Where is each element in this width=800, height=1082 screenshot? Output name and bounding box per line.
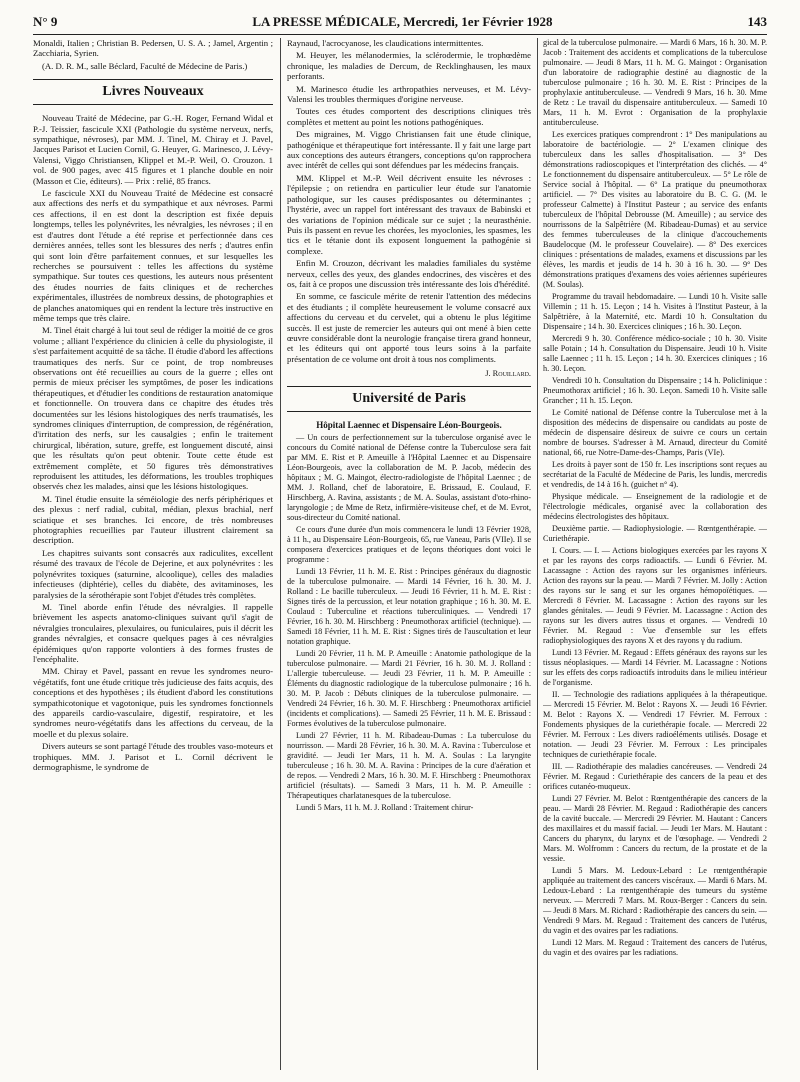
review-paragraph: Divers auteurs se sont partagé l'étude des troubles vaso-moteurs et trophiques. MM. J. Parisot et L. Cornil décrivent le dermographisme, le syndrome de: [33, 741, 273, 772]
course-paragraph: II. — Technologie des radiations appliquées à la thérapeutique. — Mercredi 15 Février. M. Belot : Rayons X. — Jeudi 16 Février. M. Belot : Rayons X. — Vendredi 17 Février. M. Ferroux : Fondements physiques de la curiethérapie focale. — Mercredi 22 Février. M. Ferroux : Les divers radioéléments utilisés. Dosage et notation. — Jeudi 23 Février. M. Ferroux : Les principales techniques de curiethérapie focale.: [543, 690, 767, 759]
review-paragraph: M. Marinesco étudie les arthropathies nerveuses, et M. Lévy-Valensi les troubles thermiques d'origine nerveuse.: [287, 83, 531, 105]
course-subtitle: Hôpital Laennec et Dispensaire Léon-Bourgeois.: [316, 420, 502, 431]
review-paragraph: M. Tinel était chargé à lui tout seul de rédiger la moitié de ce gros volume ; alliant l'expérience du clinicien à celle du physiologiste, il s'est parfaitement acquitté de sa tâche. Il étudie d'abord les affections traumatiques des nerfs. Sur ce point, de trop nombreuses observations ont été recueillies au cours de la guerre ; elles ont permis de mieux préciser les symptômes, de poser les indications thérapeutiques, et d'étudier les conditions de restauration anatomique et fonctionnelle. On trouvera dans ce chapitre des études très documentées sur les lésions histologiques des nerfs traumatisés, les syndromes cliniques d'interruption, de compression, de régénération, d'irritation des nerfs, sur les causalgies ; enfin le traitement chirurgical, libération, suture, greffe, est longuement discuté, ainsi que les résultats qu'on peut obtenir. Toute cette étude est extrêmement complète, et 50 figures très démonstratives reproduisent les attitudes, les déformations, les troubles trophiques observés chez les malades, ainsi que les lésions histologiques.: [33, 325, 273, 492]
review-paragraph: MM. Chiray et Pavel, passant en revue les syndromes neuro-végétatifs, font une étude critique très judicieuse des faits acquis, des conceptions et des hypothèses ; ils étudient d'abord les constitutions sympathicotonique et vagotonique, puis les syndromes fonctionnels des appareils cardio-vasculaire, digestif, respiratoire, et les syndromes neuro-végétatifs dans les affections du cerveau, de la moelle et du plexus solaire.: [33, 666, 273, 739]
column-left: [33, 38, 273, 1070]
course-paragraph: Programme du travail hebdomadaire. — Lundi 10 h. Visite salle Villemin ; 11 h. 15. Leçon ; 14 h. Visites à l'Institut Pasteur, à la Salpêtrière, à la Maternité, etc. Mardi 10 h. Consultation du Dispensaire ; 14 h. 30. Exercices cliniques ; 16 h. 30. Leçon.: [543, 292, 767, 331]
intro-text: Monaldi, Italien ; Christian B. Pedersen, U. S. A. ; Jamel, Argentin ; Zacchiaria, Syrien.: [33, 38, 273, 59]
review-paragraph: Toutes ces études comportent des descriptions cliniques très complètes et mettent au point les notions pathogéniques.: [287, 106, 531, 127]
course-paragraph: Lundi 20 Février, 11 h. M. P. Ameuille : Anatomie pathologique de la tuberculose pulmonaire. — Mardi 21 Février, 16 h. 30. M. J. Rolland : L'allergie tuberculeuse. — Jeudi 23 Février, 11 h. M. P. Ameuille : Éléments du diagnostic radiologique de la tuberculose pulmonaire ; 16 h. 30. M. P. Jacob : Débuts cliniques de la tuberculose pulmonaire. — Vendredi 24 Février, 16 h. 30. M. F. Hirschberg : Pneumothorax artificiel (incidents et complications). — Samedi 25 Février, 11 h. M. E. Brissaud : Formes évolutives de la tuberculose pulmonaire.: [287, 649, 531, 729]
review-paragraph: MM. Klippel et M.-P. Weil décrivent ensuite les névroses : l'épilepsie ; on retiendra en particulier leur étude sur l'anatomie pathologique, sur les causes prédisposantes ou déterminantes ; l'hystérie, avec un rappel fort intéressant des travaux de Babinski et des variations de l'opinion médicale sur ce sujet ; la neurasthénie. Puis ils passent en revue les chorées, les myoclonies, les spasmes, les tics et le tétanie dont ils exposent longuement la pathogénie si complexe.: [287, 172, 531, 256]
course-paragraph: I. Cours. — I. — Actions biologiques exercées par les rayons X et par les rayons des corps radioactifs. — Lundi 6 Février. M. Lacassagne : Action des rayons sur les organismes inférieurs. Action des rayons sur la peau. — Mardi 7 Février. M. Jolly : Action des rayons sur le sang et sur les organes hémopoïétiques. — Mercredi 8 Février. M. Lacassagne : Action des rayons sur les glandes génitales. — Jeudi 9 Février. M. Lacassagne : Action des rayons sur les divers autres tissus et organes. — Vendredi 10 Février. M. Regaud : Vue d'ensemble sur les effets radiophysiologiques des rayons X et des rayons γ du radium.: [543, 546, 767, 645]
review-paragraph: M. Tinel étudie ensuite la séméiologie des nerfs périphériques et des plexus : nerf radial, cubital, médian, plexus brachial, nerf sciatique et ses branches. Ici encore, de très nombreuses photographies recueillies par l'auteur illustrent clairement sa description.: [33, 493, 273, 546]
course-paragraph: Ce cours d'une durée d'un mois commencera le lundi 13 Février 1928, à 11 h., au Dispensaire Léon-Bourgeois, 65, rue Vaneau, Paris (VIIe). Il se composera d'exercices pratiques et de leçons théoriques dont voici le programme :: [287, 525, 531, 565]
course-paragraph: Physique médicale. — Enseignement de la radiologie et de l'électrologie médicales, organisé avec la collaboration des médecins électrologistes des hôpitaux.: [543, 492, 767, 521]
journal-title: LA PRESSE MÉDICALE, Mercredi, 1er Février 1928: [252, 14, 553, 29]
review-paragraph: Le fascicule XXI du Nouveau Traité de Médecine est consacré aux affections des nerfs et du sympathique et aux névroses. Parmi ces affections, il en est dont la description est fixée depuis longtemps, telles les polynévrites, les névralgies, les névroses ; il en est d'autres dont l'étude a été reprise et perfectionnée dans ces dernières années, telles sont les blessures des nerfs ; d'autres enfin qui sont loin d'être parfaitement connues, et sur lesquelles les recherches se poursuivent : telles les affections du système sympathique. Sur toutes ces questions, les auteurs nous présentent des études nourries de faits cliniques et de recherches expérimentales, illustrées de nombreux dessins, de photographies et de planches anatomiques qui en rendent la lecture très instructive en même temps que très claire.: [33, 188, 273, 323]
review-signature: J. Rouillard.: [485, 369, 531, 379]
course-paragraph: Le Comité national de Défense contre la Tuberculose met à la disposition des médecins de dispensaire ou candidats au poste de médecin de dispensaire désireux de suivre ce cours un certain nombre de bourses. S'adresser à M. Arnaud, directeur du Comité national, 66, rue Notre-Dame-des-Champs, Paris (VIe).: [543, 408, 767, 457]
course-paragraph: Lundi 13 Février, 11 h. M. E. Rist : Principes généraux du diagnostic de la tuberculose pulmonaire. — Mardi 14 Février, 16 h. 30. M. J. Rolland : Le bacille tuberculeux. — Jeudi 16 Février, 11 h. M. E. Rist : Signes tirés de la percussion, et leur notation graphique ; 16 h. 30. M. E. Coulaud : Tuberculine et réactions tuberculiniques. — Vendredi 17 Février, 16 h. 30. M. Hirschberg : Pneumothorax artificiel (technique). — Samedi 18 Février, 11 h. M. E. Rist : Signes tirés de l'auscultation et leur notation graphique.: [287, 567, 531, 647]
course-paragraph: III. — Radiothérapie des maladies cancéreuses. — Vendredi 24 Février. M. Regaud : Curiethérapie des cancers de la peau et des orifices cutanéo-muqueux.: [543, 762, 767, 791]
course-paragraph: gical de la tuberculose pulmonaire. — Mardi 6 Mars, 16 h. 30. M. P. Jacob : Traitement des accidents et complications de la tuberculose pulmonaire. — Jeudi 8 Mars, 11 h. M. G. Maingot : Organisation d'un laboratoire de radiographie destiné au diagnostic de la tuberculose pulmonaire ; 16 h. 30. M. E. Rist : Principes de la prophylaxie antituberculeuse. — Vendredi 9 Mars, 16 h. 30. Mme de Retz : Le travail du dispensaire antituberculeux. — Samedi 10 Mars, 11 h. M. Evrot : Organisation de la prophylaxie antituberculeuse.: [543, 38, 767, 127]
issue-number: N° 9: [33, 14, 58, 29]
column-rule: [280, 38, 281, 1070]
course-paragraph: Lundi 12 Mars. M. Regaud : Traitement des cancers de l'utérus, du vagin et des ovaires par les radiations.: [543, 938, 767, 957]
intro-address: (A. D. R. M., salle Béclard, Faculté de Médecine de Paris.): [42, 60, 248, 71]
course-paragraph: Lundi 5 Mars, 11 h. M. J. Rolland : Traitement chirur-: [296, 803, 474, 813]
course-paragraph: Lundi 13 Février. M. Regaud : Effets généraux des rayons sur les tissus néoplasiques. — Mardi 14 Février. M. Lacassagne : Notions sur les effets des corps radioactifs introduits dans le milieu intérieur de l'organisme.: [543, 648, 767, 687]
column-rule: [537, 38, 538, 1070]
course-paragraph: Deuxième partie. — Radiophysiologie. — Rœntgenthérapie. — Curiethérapie.: [543, 524, 767, 543]
course-paragraph: Lundi 27 Février. M. Belot : Rœntgenthérapie des cancers de la peau. — Mardi 28 Février. M. Regaud : Radiothérapie des cancers de la cavité buccale. — Mercredi 29 Février. M. Hautant : Cancers des maxillaires et du massif facial. — Jeudi 1er Mars. M. Hautant : Cancers du pharynx, du larynx et de l'œsophage. — Vendredi 2 Mars. M. Wolfromm : Cancers du rectum, de la prostate et de la vessie.: [543, 794, 767, 863]
column-right: [543, 38, 767, 1070]
review-paragraph: M. Heuyer, les mélanodermies, la sclérodermie, le trophœdème chronique, les maladies de Dercum, de Recklinghausen, les maux perforants.: [287, 50, 531, 82]
course-paragraph: Vendredi 10 h. Consultation du Dispensaire ; 14 h. Policlinique : Pneumothorax artificiel ; 16 h. 30. Leçon. Samedi 10 h. Visite salle Grancher ; 11 h. 15. Leçon.: [543, 376, 767, 405]
course-paragraph: Mercredi 9 h. 30. Conférence médico-sociale ; 10 h. 30. Visite salle Potain ; 14 h. Consultation du Dispensaire. Jeudi 10 h. Visite salle Laennec ; 11 h. 15. Leçon ; 14 h. 30. Exercices cliniques ; 16 h. 30. Leçon.: [543, 334, 767, 373]
review-paragraph: Enfin M. Crouzon, décrivant les maladies familiales du système nerveux, celles des yeux, des glandes endocrines, des viscères et des os, fait à ce propos une discussion très intéressante des lois d'hérédité.: [287, 258, 531, 289]
section-title-university: Université de Paris: [287, 386, 531, 412]
page-header: [33, 14, 767, 35]
course-paragraph: Lundi 5 Mars. M. Ledoux-Lebard : Le rœntgenthérapie appliquée au traitement des cancers viscéraux. — Mardi 6 Mars. M. Ledoux-Lebard : La rœntgenthérapie des tumeurs du système nerveux. — Mercredi 7 Mars. M. Roux-Berger : Cancers du sein. — Jeudi 8 Mars. M. Richard : Radiothérapie des cancers du sein. — Vendredi 9 Mars. M. Regaud : Traitement des cancers de l'utérus, du vagin et des ovaires par les radiations.: [543, 866, 767, 935]
course-paragraph: Les exercices pratiques comprendront : 1° Des manipulations au laboratoire de bactériologie. — 2° L'examen clinique des tuberculeux dans les salles d'hospitalisation. — 3° Des démonstrations radioscopiques et l'interprétation des clichés. — 4° Le fonctionnement du dispensaire antituberculeux. — 5° Le rôle de Service social à l'hôpital. — 6° La pratique du pneumothorax artificiel. — 7° Des visites au laboratoire du B. C. G. (M. le professeur Calmette) à l'Institut Pasteur ; au service des enfants tuberculeux de l'hôpital Debrousse (M. Ameuille) ; au service des nourrissons de la Salpêtrière (M. Ribadeau-Dumas) et au service des femmes tuberculeuses de la clinique d'accouchements Baudelocque (M. le professeur Couvelaire). — 8° Des exercices cliniques : présentations de malades, examens et discussions par les élèves, les mardis et jeudis de 14 h. 30 à 16 h. 30. — 9° Des démonstrations pratiques d'examens des voies aériennes supérieures (M. Soulas).: [543, 130, 767, 289]
column-middle: [287, 38, 531, 1070]
review-paragraph: M. Tinel aborde enfin l'étude des névralgies. Il rappelle brièvement les aspects anatomo-cliniques suivant qu'il s'agit de névralgies tronculaires, plexulaires, ou funiculaires, puis il décrit les grandes névralgies, et consacre quelques pages à ces névralgies épidémiques qu'on rapporte volontiers à des formes frustes de l'encéphalite.: [33, 601, 273, 664]
page-number: 143: [747, 14, 767, 29]
review-paragraph: Des migraines, M. Viggo Christiansen fait une étude clinique, pathogénique et thérapeutique fort intéressante. Il y fait une large part aux conceptions des auteurs étrangers, conceptions qu'on rapprochera avec intérêt de celles qui sont défendues par les médecins français.: [287, 129, 531, 171]
review-paragraph: Raynaud, l'acrocyanose, les claudications intermittentes.: [287, 38, 484, 48]
section-title-books: Livres Nouveaux: [33, 79, 273, 105]
book-reference: Nouveau Traité de Médecine, par G.-H. Roger, Fernand Widal et P.-J. Teissier, fascicule XXI (Pathologie du système nerveux, nerfs, sympathique, névroses), par MM. J. Tinel, M. Chiray et J. Pavel, Jacques Parisot et Lucien Cornil, G. Heuyer, G. Marinesco, J. Lévy-Valensi, Viggo Christiansen, Klippel et M.-P. Weil, O. Crouzon. 1 vol. de 900 pages, avec 415 figures et 1 planche double en noir (Masson et Cie, éditeurs). — Prix : relié, 85 francs.: [33, 113, 273, 186]
review-paragraph: En somme, ce fascicule mérite de retenir l'attention des médecins et des étudiants ; il complète heureusement le volume consacré aux affections du cerveau et du cervelet, qui a obtenu le plus légitime succès. Il est juste de remercier les auteurs qui ont mené à bien cette œuvre considérable dont la neurologie française tirera grand honneur, et les éditeurs qui ont apporté tous leurs soins à la parfaite présentation de ce volume ont droit à tous nos compliments.: [287, 291, 531, 364]
course-paragraph: Lundi 27 Février, 11 h. M. Ribadeau-Dumas : La tuberculose du nourrisson. — Mardi 28 Février, 16 h. 30. M. A. Ravina : Tuberculose et gravidité. — Jeudi 1er Mars, 11 h. M. A. Soulas : La laryngite tuberculeuse ; 16 h. 30. M. A. Ravina : Principes de la cure d'aération et de repos. — Vendredi 2 Mars, 16 h. 30. M. F. Hirschberg : Pneumothorax artificiel (résultats). — Samedi 3 Mars, 11 h. M. P. Ameuille : Thérapeutiques charlatanesques de la tuberculose.: [287, 731, 531, 801]
course-paragraph: — Un cours de perfectionnement sur la tuberculose organisé avec le concours du Comité national de Défense contre la Tuberculose sera fait par MM. E. Rist et P. Ameuille à l'Hôpital Laennec et au Dispensaire Léon-Bourgeois, avec la collaboration de M. P. Jacob, médecin des hôpitaux ; M. G. Maingot, électro-radiologiste de l'hôpital Laennec ; de MM. J. Rolland, chef de laboratoire, E. Brissaud, E. Coulaud, F. Hirschberg, A. Ravina, assistants ; de M. A. Soulas, assistant d'oto-rhino-laryngologie ; de Mme de Retz, infirmière-visiteuse chef, et de M. Evrot, sous-directeur du Comité national.: [287, 433, 531, 523]
review-paragraph: Les chapitres suivants sont consacrés aux radiculites, excellent résumé des travaux de l'école de Dejerine, et aux polynévrites : les polynévrites toxiques (saturnine, alcoolique), celles des maladies infectieuses (diphtérie), celles du diabète, des avitaminoses, les paralysies de la sérothérapie sont l'objet d'études très complètes.: [33, 547, 273, 600]
course-paragraph: Les droits à payer sont de 150 fr. Les inscriptions sont reçues au secrétariat de la Faculté de Médecine de Paris, les lundis, mercredis et vendredis, de 14 à 16 h. (guichet n° 4).: [543, 460, 767, 489]
